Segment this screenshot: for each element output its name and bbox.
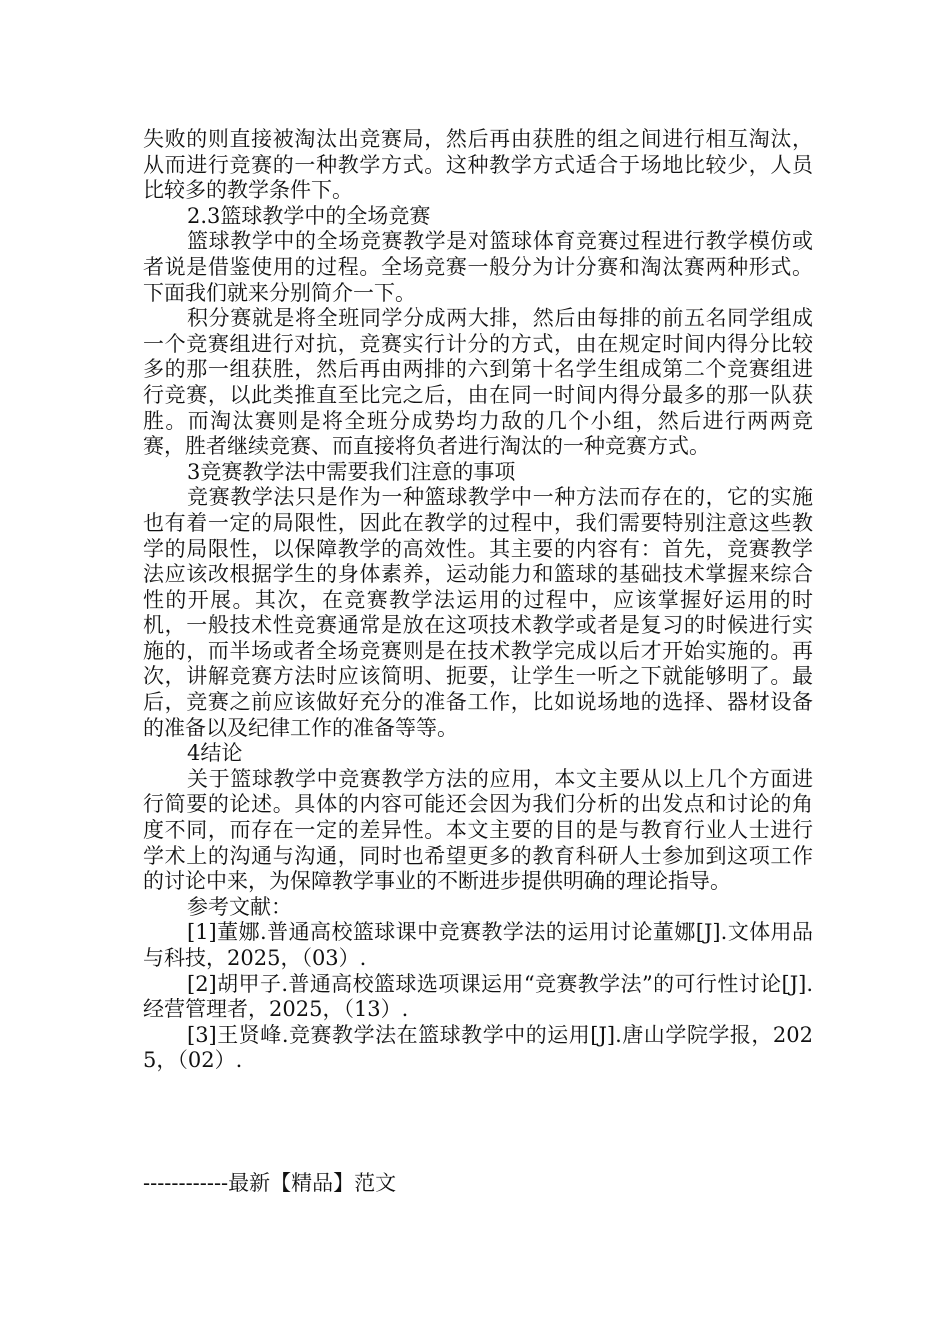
paragraph-scoring-and-elimination: 积分赛就是将全班同学分成两大排，然后由每排的前五名同学组成一个竞赛组进行对抗，竞赛实行计分的方式，由在规定时间内得分比较多的那一组获胜，然后再由两排的六到第十名学生组成第二个竞赛组进行竞赛，以此类推直至比完之后，由在同一时间内得分最多的那一队获胜。而淘汰赛则是将全班分成势均力敌的几个小组，然后进行两两竞赛，胜者继续竞赛、而直接将负者进行淘汰的一种竞赛方式。: [143, 306, 813, 459]
section-heading-2-3: 2.3篮球教学中的全场竞赛: [187, 203, 431, 228]
references-heading: 参考文献：: [187, 894, 292, 919]
footer-watermark-text: ------------最新【精品】范文: [143, 1171, 397, 1195]
reference-item-2: [2]胡甲子.普通高校篮球选项课运用“竞赛教学法”的可行性讨论[J].经营管理者，2025，（13）.: [143, 971, 813, 1022]
reference-item-3: [3]王贤峰.竞赛教学法在篮球教学中的运用[J].唐山学院学报，2025，（02）.: [143, 1022, 813, 1073]
section-heading-3: 3竞赛教学法中需要我们注意的事项: [187, 459, 516, 484]
paragraph-conclusion: 关于篮球教学中竞赛教学方法的应用，本文主要从以上几个方面进行简要的论述。具体的内容可能还会因为我们分析的出发点和讨论的角度不同，而存在一定的差异性。本文主要的目的是与教育行业人士进行学术上的沟通与沟通，同时也希望更多的教育科研人士参加到这项工作的讨论中来，为保障教学事业的不断进步提供明确的理论指导。: [143, 766, 813, 894]
article-body: [143, 127, 813, 1074]
paragraph-precautions: 竞赛教学法只是作为一种篮球教学中一种方法而存在的，它的实施也有着一定的局限性，因此在教学的过程中，我们需要特别注意这些教学的局限性，以保障教学的高效性。其主要的内容有：首先，竞赛教学法应该改根据学生的身体素养，运动能力和篮球的基础技术掌握来综合性的开展。其次，在竞赛教学法运用的过程中，应该掌握好运用的时机，一般技术性竞赛通常是放在这项技术教学或者是复习的时候进行实施的，而半场或者全场竞赛则是在技术教学完成以后才开始实施的。再次，讲解竞赛方法时应该简明、扼要，让学生一听之下就能够明了。最后，竞赛之前应该做好充分的准备工作，比如说场地的选择、器材设备的准备以及纪律工作的准备等等。: [143, 485, 813, 740]
section-heading-4-conclusion: 4结论: [187, 741, 243, 766]
paragraph-full-court-intro: 篮球教学中的全场竞赛教学是对篮球体育竞赛过程进行教学模仿或者说是借鉴使用的过程。全场竞赛一般分为计分赛和淘汰赛两种形式。下面我们就来分别简介一下。: [143, 229, 813, 305]
paragraph-continuation: 失败的则直接被淘汰出竞赛局，然后再由获胜的组之间进行相互淘汰，从而进行竞赛的一种教学方式。这种教学方式适合于场地比较少，人员比较多的教学条件下。: [143, 127, 813, 203]
reference-item-1: [1]董娜.普通高校篮球课中竞赛教学法的运用讨论董娜[J].文体用品与科技，2025，（03）.: [143, 920, 813, 970]
